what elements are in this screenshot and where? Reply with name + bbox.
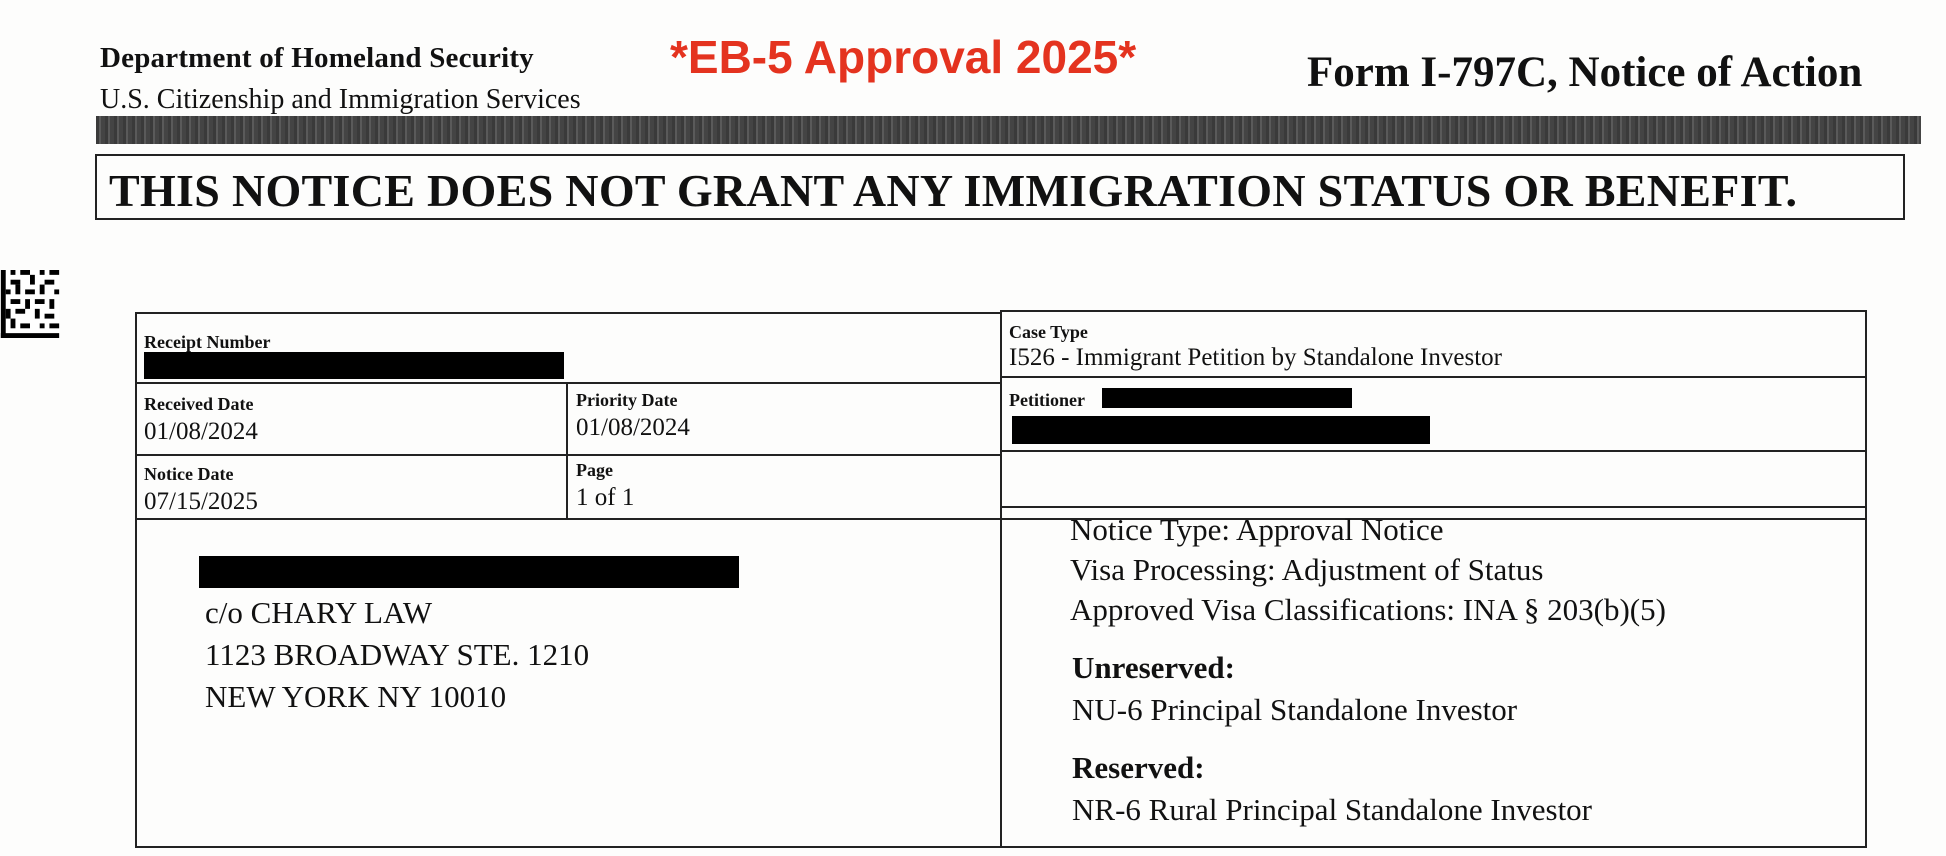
header-divider-bar	[96, 116, 1921, 144]
reserved-classification: NR-6 Rural Principal Standalone Investor	[1072, 792, 1593, 827]
approved-visa-classifications: Approved Visa Classifications: INA § 203(b)(5)	[1070, 592, 1666, 627]
unreserved-heading: Unreserved:	[1072, 650, 1235, 685]
banner-text: THIS NOTICE DOES NOT GRANT ANY IMMIGRATION STATUS OR BENEFIT.	[109, 165, 1798, 216]
petitioner-cell	[1000, 376, 1867, 452]
page-cell	[566, 454, 1002, 520]
address-line-3: NEW YORK NY 10010	[205, 679, 507, 714]
case-type-cell	[1000, 310, 1867, 378]
data-matrix-icon	[0, 270, 60, 338]
mailing-address-cell	[135, 518, 1002, 848]
priority-date-label: Priority Date	[576, 390, 678, 410]
address-line-1: c/o CHARY LAW	[205, 595, 433, 630]
mailing-address	[205, 592, 589, 718]
notice-type: Notice Type: Approval Notice	[1070, 512, 1444, 547]
department-name: Department of Homeland Security	[100, 42, 534, 74]
receipt-number-label: Receipt Number	[144, 332, 271, 352]
overlay-title: *EB-5 Approval 2025*	[670, 31, 1137, 83]
receipt-number-cell	[135, 312, 1002, 384]
petitioner-label: Petitioner	[1009, 390, 1085, 410]
notice-details-cell	[1000, 506, 1867, 848]
page-value: 1 of 1	[576, 484, 635, 511]
received-date-label: Received Date	[144, 394, 254, 414]
notice-date-label: Notice Date	[144, 464, 234, 484]
address-line-2: 1123 BROADWAY STE. 1210	[205, 637, 590, 672]
redacted-recipient-name	[199, 556, 739, 588]
visa-processing: Visa Processing: Adjustment of Status	[1070, 552, 1544, 587]
notice-date-cell	[135, 454, 568, 520]
form-title: Form I-797C, Notice of Action	[1307, 49, 1863, 96]
redacted-petitioner-name	[1012, 416, 1430, 444]
case-type-label: Case Type	[1009, 322, 1088, 342]
page-label: Page	[576, 460, 613, 480]
redacted-petitioner-id	[1102, 388, 1352, 408]
received-date-value: 01/08/2024	[144, 418, 258, 445]
unreserved-classification: NU-6 Principal Standalone Investor	[1072, 692, 1518, 727]
status-disclaimer-banner	[95, 154, 1905, 220]
received-date-cell	[135, 382, 568, 456]
case-type-value: I526 - Immigrant Petition by Standalone Investor	[1009, 344, 1502, 371]
notice-date-value: 07/15/2025	[144, 488, 258, 515]
priority-date-value: 01/08/2024	[576, 414, 690, 441]
redacted-receipt-number	[144, 352, 564, 379]
reserved-heading: Reserved:	[1072, 750, 1205, 785]
priority-date-cell	[566, 382, 1002, 456]
agency-name: U.S. Citizenship and Immigration Services	[100, 84, 581, 115]
